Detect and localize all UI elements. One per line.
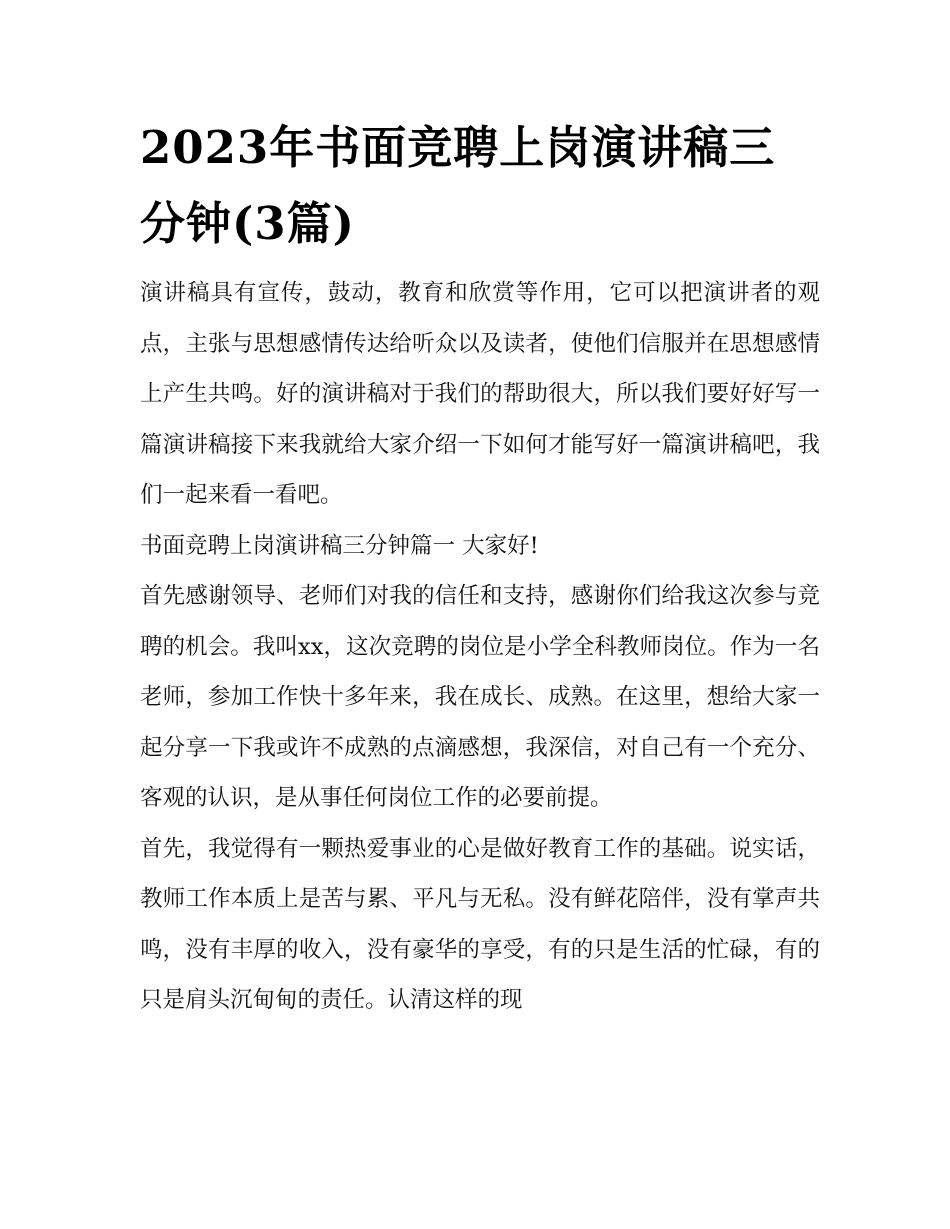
- document-title: 2023年书面竞聘上岗演讲稿三分钟(3篇): [140, 121, 776, 250]
- paragraph-intro: 演讲稿具有宣传，鼓动，教育和欣赏等作用，它可以把演讲者的观点，主张与思想感情传达给听众以及读者，使他们信服并在思想感情上产生共鸣。好的演讲稿对于我们的帮助很大，所以我们要好好写一篇演讲稿接下来我就给大家介绍一下如何才能写好一篇演讲稿吧，我们一起来看一看吧。: [140, 280, 820, 508]
- paragraph-first-point: 首先，我觉得有一颗热爱事业的心是做好教育工作的基础。说实话，教师工作本质上是苦与累、平凡与无私。没有鲜花陪伴，没有掌声共鸣，没有丰厚的收入，没有豪华的享受，有的只是生活的忙碌，有的只是肩头沉甸甸的责任。认清这样的现: [140, 835, 820, 1013]
- document-content: [140, 110, 820, 1026]
- paragraph-section-heading: 书面竞聘上岗演讲稿三分钟篇一 大家好!: [140, 532, 539, 559]
- paragraph-thanks: 首先感谢领导、老师们对我的信任和支持，感谢你们给我这次参与竞聘的机会。我叫xx，这次竞聘的岗位是小学全科教师岗位。作为一名老师，参加工作快十多年来，我在成长、成熟。在这里，想给大家一起分享一下我或许不成熟的点滴感想，我深信，对自己有一个充分、客观的认识，是从事任何岗位工作的必要前提。: [140, 583, 820, 811]
